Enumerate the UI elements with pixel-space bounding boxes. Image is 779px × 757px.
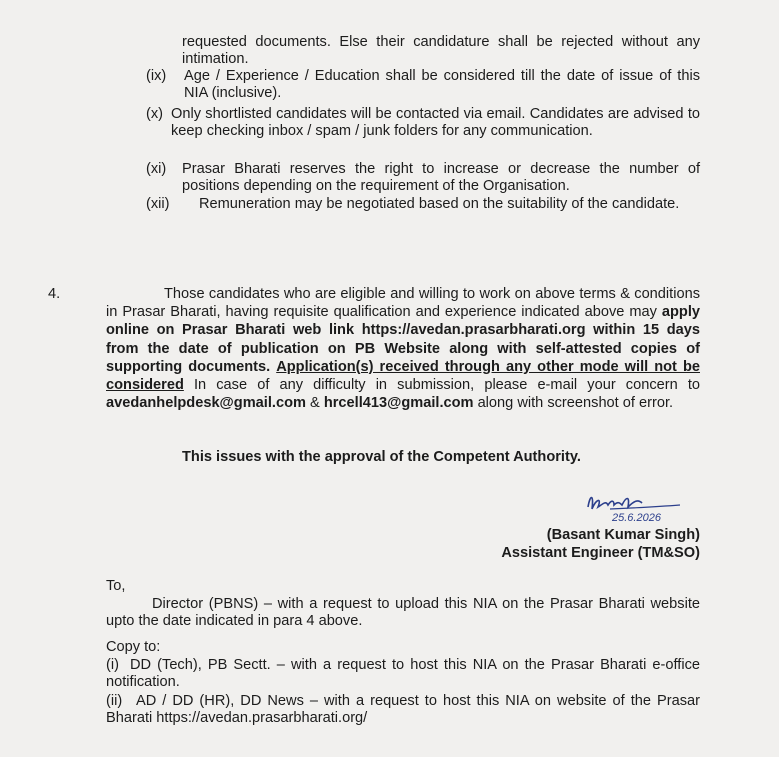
- list-item-text: Age / Experience / Education shall be considered till the date of issue of this NIA (inclusive).: [184, 68, 700, 101]
- to-recipient: Director (PBNS) – with a request to upload this NIA on the Prasar Bharati website upto the date indicated in para 4 above.: [106, 596, 700, 629]
- email-helpdesk[interactable]: avedanhelpdesk@gmail.com: [106, 395, 306, 412]
- signatory-designation: Assistant Engineer (TM&SO): [501, 545, 700, 561]
- para-number: 4.: [48, 286, 61, 302]
- copy-item-number: (i): [106, 657, 119, 673]
- handwritten-signature: [584, 487, 704, 527]
- copy-to-label: Copy to:: [106, 639, 161, 655]
- mode-warning: Application(s) received through any other mode will not be considered: [106, 358, 700, 394]
- list-item-text: Remuneration may be negotiated based on the suitability of the candidate.: [199, 196, 680, 212]
- list-item-text: Only shortlisted candidates will be contacted via email. Candidates are advised to keep checking inbox / spam / junk folders for any communication.: [171, 106, 700, 139]
- list-item-text: Prasar Bharati reserves the right to increase or decrease the number of positions depending on the requirement of the Organisation.: [182, 161, 700, 194]
- list-item-number: (x): [146, 106, 164, 122]
- signature-date: 25.6.2026: [612, 512, 661, 524]
- copy-item-number: (ii): [106, 693, 123, 709]
- email-hrcell[interactable]: hrcell413@gmail.com: [323, 395, 474, 412]
- list-item-continuation: [182, 34, 700, 68]
- approval-statement: This issues with the approval of the Competent Authority.: [182, 449, 581, 465]
- list-item-number: (xii): [146, 196, 170, 212]
- list-item-number: (ix): [146, 68, 167, 84]
- to-label: To,: [106, 578, 126, 594]
- copy-item: (i) DD (Tech), PB Sectt. – with a request to host this NIA on the Prasar Bharati e-office notification.: [106, 657, 700, 690]
- list-item-text: requested documents. Else their candidature shall be rejected without any intimation.: [182, 34, 700, 67]
- copy-item: (ii) AD / DD (HR), DD News – with a request to host this NIA on website of the Prasar Bharati https://avedan.prasarbharati.org/: [106, 693, 700, 726]
- signatory-name: (Basant Kumar Singh): [546, 527, 700, 543]
- apply-instruction: apply online on Prasar Bharati web link https://avedan.prasarbharati.org within 15 days from the date of publication on PB Website along with self-attested copies of supporting documents.: [106, 304, 700, 375]
- list-item-number: (xi): [146, 161, 167, 177]
- paragraph-4: 4. Those candidates who are eligible and willing to work on above terms & conditions in Prasar Bharati, having requisite qualification and experience indicated above may apply online on Prasar Bharati web link https://avedan.prasarbharati.org within 15 days from the date of publication on PB Website along with self-attested copies of supporting documents. Application(s) received through any other mode will not be considered In case of any difficulty in submission, please e-mail your concern to avedanhelpdesk@gmail.com & hrcell413@gmail.com along with screenshot of error.: [48, 286, 700, 412]
